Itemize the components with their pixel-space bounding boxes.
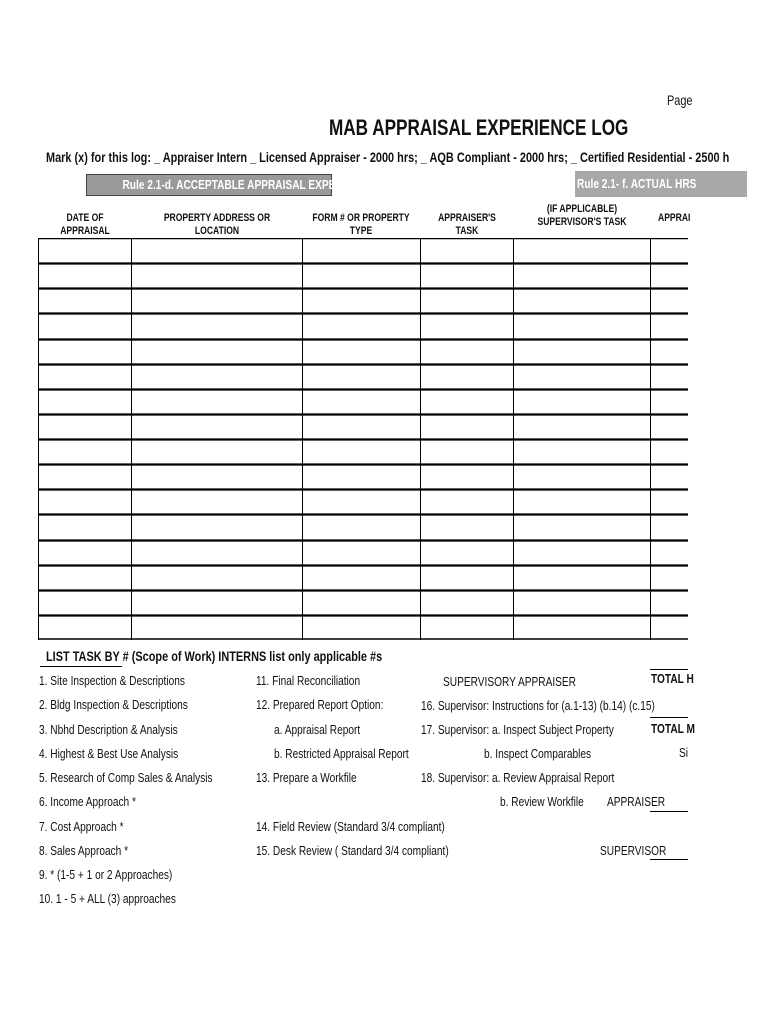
task-10: 10. 1 - 5 + ALL (3) approaches — [39, 891, 176, 906]
task-15: 15. Desk Review ( Standard 3/4 compliant) — [256, 843, 449, 858]
task-12: 12. Prepared Report Option: — [256, 697, 384, 712]
supervisory-appraiser-label: SUPERVISORY APPRAISER — [443, 674, 577, 689]
rule-acceptable-experience-banner: Rule 2.1-d. ACCEPTABLE APPRAISAL EXPERIENCE — [86, 174, 332, 196]
appraiser-signature-line[interactable] — [650, 811, 688, 812]
task-2: 2. Bldg Inspection & Descriptions — [39, 697, 188, 712]
task-1: 1. Site Inspection & Descriptions — [39, 673, 185, 688]
total-months-topline — [650, 717, 688, 718]
task-17b: b. Inspect Comparables — [484, 746, 592, 761]
task-8: 8. Sales Approach * — [39, 843, 129, 858]
task-6: 6. Income Approach * — [39, 794, 136, 809]
column-header-date: DATE OF APPRAISAL — [60, 212, 110, 237]
task-5: 5. Research of Comp Sales & Analysis — [39, 770, 213, 785]
signature-partial-label: Si — [679, 745, 689, 760]
task-17: 17. Supervisor: a. Inspect Subject Property — [421, 722, 614, 737]
log-type-selection-line: Mark (x) for this log: _ Appraiser Intern _ Licensed Appraiser - 2000 hrs; _ AQB Compliant - 2000 hrs; _ Certified Residential - 2500 h — [46, 149, 730, 165]
task-list-heading: LIST TASK BY # (Scope of Work) INTERNS list only applicable #s — [46, 648, 383, 664]
appraiser-signature-label: APPRAISER — [607, 794, 666, 809]
task-list-heading-underline — [40, 666, 122, 667]
total-hours-topline — [650, 669, 688, 670]
page-label: Page — [667, 92, 693, 108]
experience-log-table — [38, 238, 688, 640]
experience-log-grid — [38, 238, 688, 640]
task-18: 18. Supervisor: a. Review Appraisal Report — [421, 770, 615, 785]
task-4: 4. Highest & Best Use Analysis — [39, 746, 179, 761]
total-months-label: TOTAL M — [651, 721, 695, 736]
task-9: 9. * (1-5 + 1 or 2 Approaches) — [39, 867, 173, 882]
page-title: MAB APPRAISAL EXPERIENCE LOG — [329, 115, 629, 140]
task-12b: b. Restricted Appraisal Report — [274, 746, 409, 761]
supervisor-signature-label: SUPERVISOR — [600, 843, 667, 858]
supervisor-signature-line[interactable] — [650, 859, 688, 860]
column-header-supervisor-task: (IF APPLICABLE) SUPERVISOR'S TASK — [537, 203, 627, 228]
column-header-appraiser-hours: APPRAI — [658, 212, 691, 224]
total-hours-label: TOTAL H — [651, 671, 694, 686]
task-11: 11. Final Reconciliation — [256, 673, 361, 688]
task-14: 14. Field Review (Standard 3/4 compliant) — [256, 819, 445, 834]
column-header-address: PROPERTY ADDRESS OR LOCATION — [163, 212, 271, 237]
task-12a: a. Appraisal Report — [274, 722, 361, 737]
task-16: 16. Supervisor: Instructions for (a.1-13) (b.14) (c.15) — [421, 698, 655, 713]
task-7: 7. Cost Approach * — [39, 819, 124, 834]
task-13: 13. Prepare a Workfile — [256, 770, 357, 785]
rule-actual-hours-banner: Rule 2.1- f. ACTUAL HRS — [575, 171, 747, 197]
task-18b: b. Review Workfile — [500, 794, 584, 809]
task-3: 3. Nbhd Description & Analysis — [39, 722, 178, 737]
column-header-form: FORM # OR PROPERTY TYPE — [312, 212, 410, 237]
column-header-appraiser-task: APPRAISER'S TASK — [438, 212, 496, 237]
